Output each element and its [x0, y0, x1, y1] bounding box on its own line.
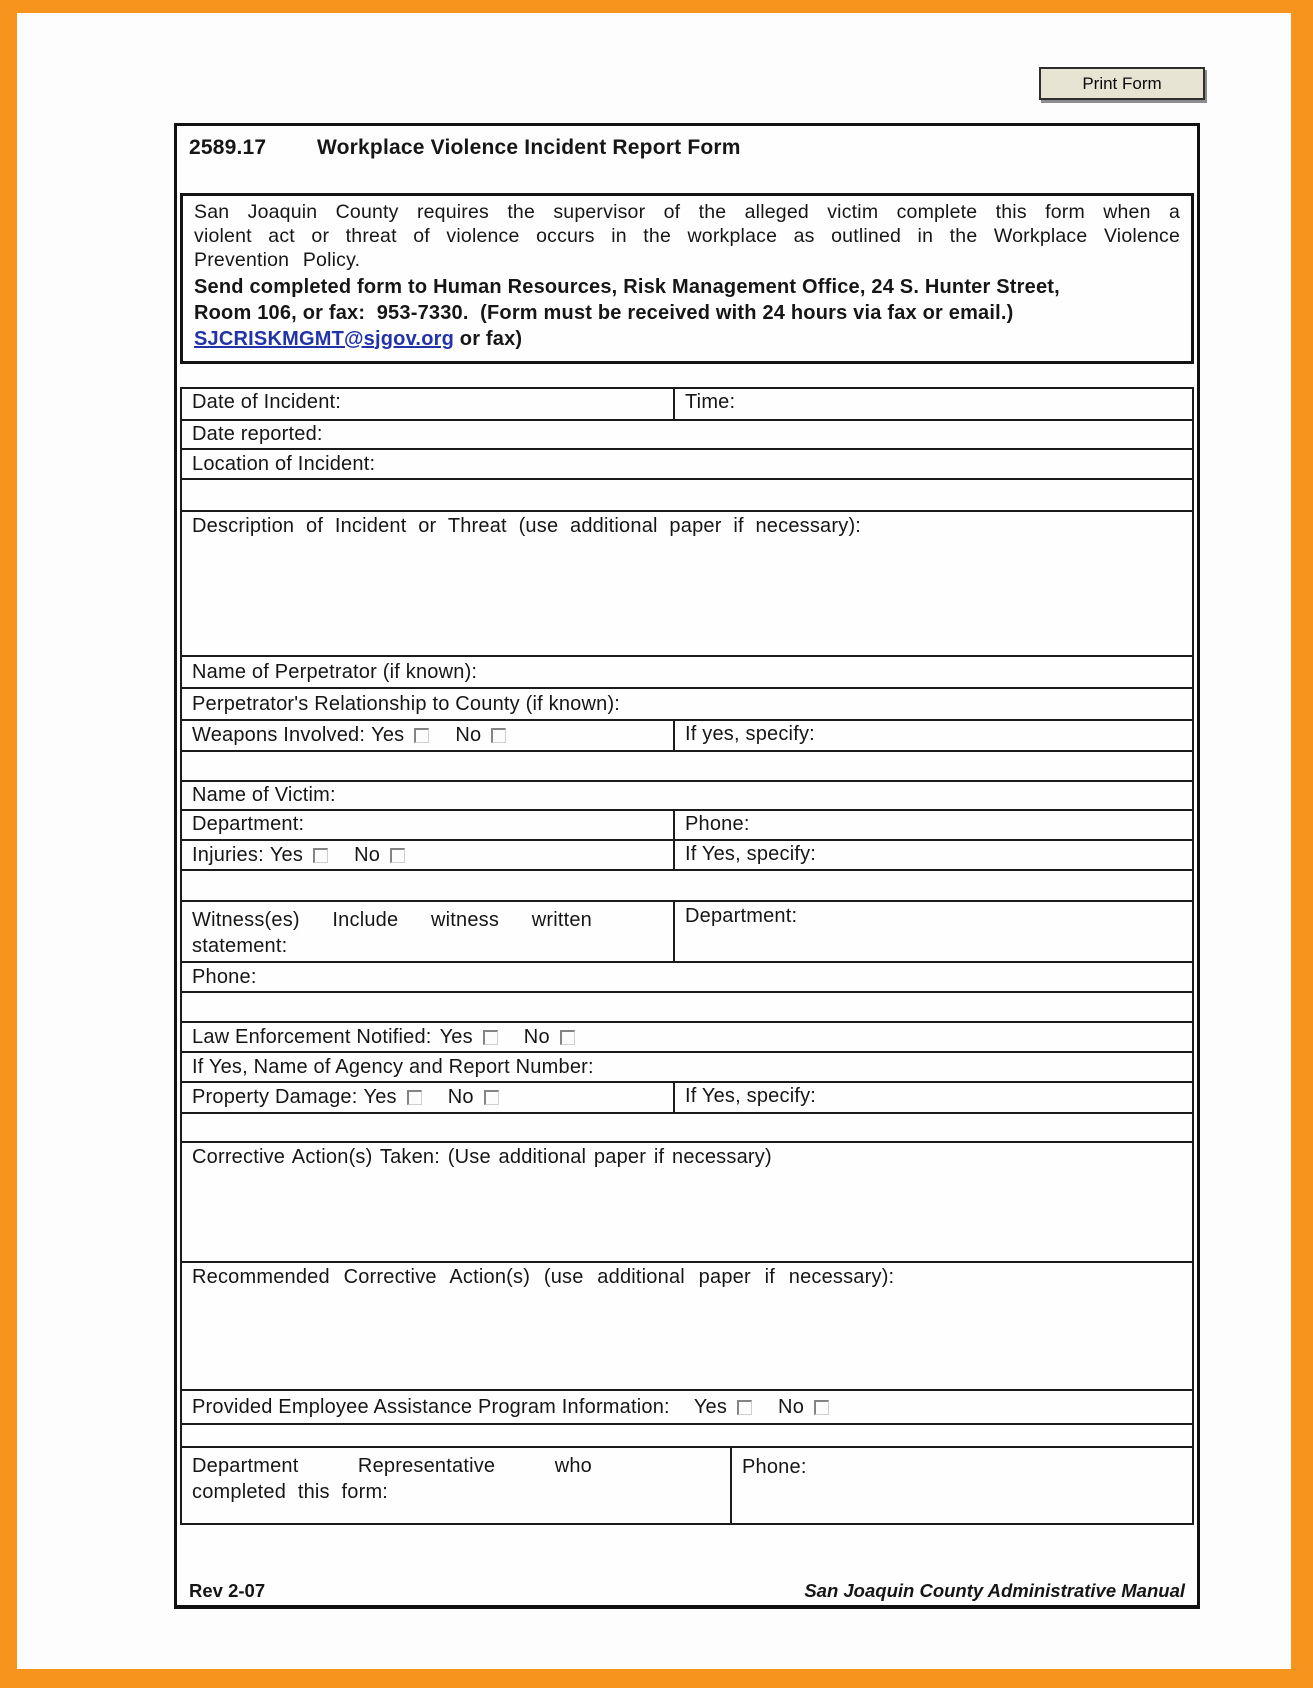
weapons-yes-checkbox[interactable]: [414, 728, 429, 743]
weapons-label: Weapons Involved:: [192, 724, 366, 747]
victim-name-row: [182, 780, 1192, 809]
corrective-actions-field[interactable]: [192, 1169, 1182, 1249]
date-of-incident-cell: [182, 389, 675, 419]
instructions-line-1: Send completed form to Human Resources, Risk Management Office, 24 S. Hunter Street,: [194, 276, 1060, 299]
injuries-no-checkbox[interactable]: [390, 848, 405, 863]
email-link[interactable]: SJCRISKMGMT@sjgov.org: [194, 327, 455, 350]
eap-no-checkbox[interactable]: [814, 1400, 829, 1415]
injuries-specify-label: If Yes, specify:: [685, 843, 817, 866]
corrective-actions-row: [182, 1141, 1192, 1261]
spacer-row: [182, 991, 1192, 1021]
agency-row: [182, 1051, 1192, 1081]
time-cell: [675, 389, 1192, 419]
recommended-actions-field[interactable]: [192, 1289, 1182, 1374]
perpetrator-name-label: Name of Perpetrator (if known):: [192, 660, 478, 683]
spacer-row: [182, 1423, 1192, 1446]
victim-department-row: [182, 809, 1192, 839]
victim-department-field[interactable]: [304, 813, 663, 823]
perpetrator-name-row: [182, 655, 1192, 687]
injuries-label: Injuries:: [192, 843, 264, 866]
weapons-no-label: No: [455, 724, 482, 747]
property-damage-row: [182, 1081, 1192, 1112]
date-reported-row: [182, 419, 1192, 448]
spacer-row: [182, 478, 1192, 510]
perpetrator-relationship-field[interactable]: [620, 699, 1182, 709]
spacer-row: [182, 750, 1192, 780]
date-reported-label: Date reported:: [192, 423, 323, 446]
form-footer: [189, 1580, 1185, 1602]
representative-label: Department Representative who completed this form:: [192, 1455, 592, 1504]
victim-phone-field[interactable]: [750, 813, 1182, 823]
victim-phone-label: Phone:: [685, 813, 750, 836]
injuries-yes-label: Yes: [269, 843, 304, 866]
property-damage-yes-checkbox[interactable]: [407, 1090, 422, 1105]
eap-row: [182, 1389, 1192, 1423]
location-label: Location of Incident:: [192, 452, 376, 475]
form-table: [180, 387, 1194, 1525]
print-form-button[interactable]: Print Form: [1039, 67, 1205, 100]
representative-phone-field[interactable]: [807, 1456, 1182, 1466]
instructions-line-3: [194, 327, 1180, 353]
victim-name-label: Name of Victim:: [192, 784, 336, 807]
property-damage-specify-label: If Yes, specify:: [685, 1085, 817, 1108]
incident-report-form: [174, 123, 1200, 1609]
eap-yes-checkbox[interactable]: [737, 1400, 752, 1415]
form-title: Workplace Violence Incident Report Form: [317, 136, 741, 159]
recommended-actions-row: [182, 1261, 1192, 1389]
submission-instructions: [194, 275, 1180, 352]
property-damage-no-label: No: [447, 1086, 474, 1109]
perpetrator-relationship-label: Perpetrator's Relationship to County (if known):: [192, 692, 621, 715]
law-enforcement-no-label: No: [523, 1025, 550, 1048]
date-of-incident-field[interactable]: [341, 391, 663, 401]
location-field[interactable]: [375, 459, 1182, 469]
property-damage-label: Property Damage:: [192, 1086, 358, 1109]
witness-phone-label: Phone:: [192, 965, 257, 988]
law-enforcement-no-checkbox[interactable]: [560, 1030, 575, 1045]
revision-label: Rev 2-07: [189, 1580, 266, 1601]
representative-row: [182, 1446, 1192, 1523]
description-label: Description of Incident or Threat (use additional paper if necessary):: [192, 515, 862, 538]
corrective-actions-label: Corrective Action(s) Taken: (Use additional paper if necessary): [192, 1146, 772, 1169]
spacer-row: [182, 1112, 1192, 1141]
injuries-yes-checkbox[interactable]: [313, 848, 328, 863]
property-damage-yes-label: Yes: [363, 1086, 397, 1109]
law-enforcement-yes-checkbox[interactable]: [483, 1030, 498, 1045]
victim-name-field[interactable]: [336, 791, 1182, 801]
form-header: [177, 126, 1197, 184]
law-enforcement-yes-label: Yes: [439, 1025, 473, 1048]
location-row: [182, 448, 1192, 478]
instructions-line-2: Room 106, or fax: 953-7330. (Form must be received with 24 hours via fax or email.): [194, 301, 1014, 324]
witness-department-field[interactable]: [797, 905, 1182, 915]
weapons-specify-field[interactable]: [815, 723, 1182, 733]
date-reported-field[interactable]: [323, 430, 1182, 440]
witness-phone-row: [182, 961, 1192, 991]
intro-paragraph: San Joaquin County requires the supervisor of the alleged victim complete this form when a violent act or threat of violence occurs in the workplace as outlined in the Workplace Violence Prevention Policy.: [194, 201, 1180, 271]
injuries-row: [182, 839, 1192, 869]
description-field[interactable]: [192, 538, 1182, 638]
agency-label: If Yes, Name of Agency and Report Number:: [192, 1055, 594, 1078]
perpetrator-name-field[interactable]: [477, 667, 1182, 677]
weapons-no-checkbox[interactable]: [491, 728, 506, 743]
time-label: Time:: [685, 391, 736, 414]
property-damage-specify-field[interactable]: [816, 1085, 1182, 1095]
law-enforcement-label: Law Enforcement Notified:: [192, 1025, 432, 1048]
witness-department-label: Department:: [685, 905, 798, 928]
weapons-specify-label: If yes, specify:: [685, 723, 815, 746]
witness-row: [182, 900, 1192, 961]
intro-box: [180, 193, 1194, 364]
witness-phone-field[interactable]: [257, 972, 1182, 982]
injuries-no-label: No: [354, 843, 381, 866]
form-number: 2589.17: [189, 136, 267, 159]
description-row: [182, 510, 1192, 655]
perpetrator-relationship-row: [182, 687, 1192, 719]
property-damage-no-checkbox[interactable]: [484, 1090, 499, 1105]
eap-no-label: No: [778, 1395, 805, 1418]
injuries-specify-field[interactable]: [816, 843, 1182, 853]
eap-yes-label: Yes: [693, 1395, 728, 1418]
weapons-row: [182, 719, 1192, 750]
weapons-specify-cell: [675, 721, 1192, 750]
witness-label: Witness(es) Include witness written statement:: [192, 909, 592, 958]
victim-department-label: Department:: [192, 813, 305, 836]
manual-label: San Joaquin County Administrative Manual: [804, 1580, 1185, 1601]
law-enforcement-row: [182, 1021, 1192, 1051]
time-field[interactable]: [735, 391, 1182, 401]
representative-phone-label: Phone:: [742, 1456, 807, 1479]
recommended-actions-label: Recommended Corrective Action(s) (use additional paper if necessary):: [192, 1266, 895, 1289]
date-of-incident-label: Date of Incident:: [192, 391, 342, 414]
weapons-yes-label: Yes: [371, 724, 405, 747]
eap-label: Provided Employee Assistance Program Information:: [192, 1395, 670, 1418]
spacer-row: [182, 869, 1192, 900]
agency-field[interactable]: [594, 1062, 1182, 1072]
document-page: [17, 13, 1291, 1669]
instructions-tail: or fax): [454, 327, 523, 350]
date-time-row: [182, 389, 1192, 419]
